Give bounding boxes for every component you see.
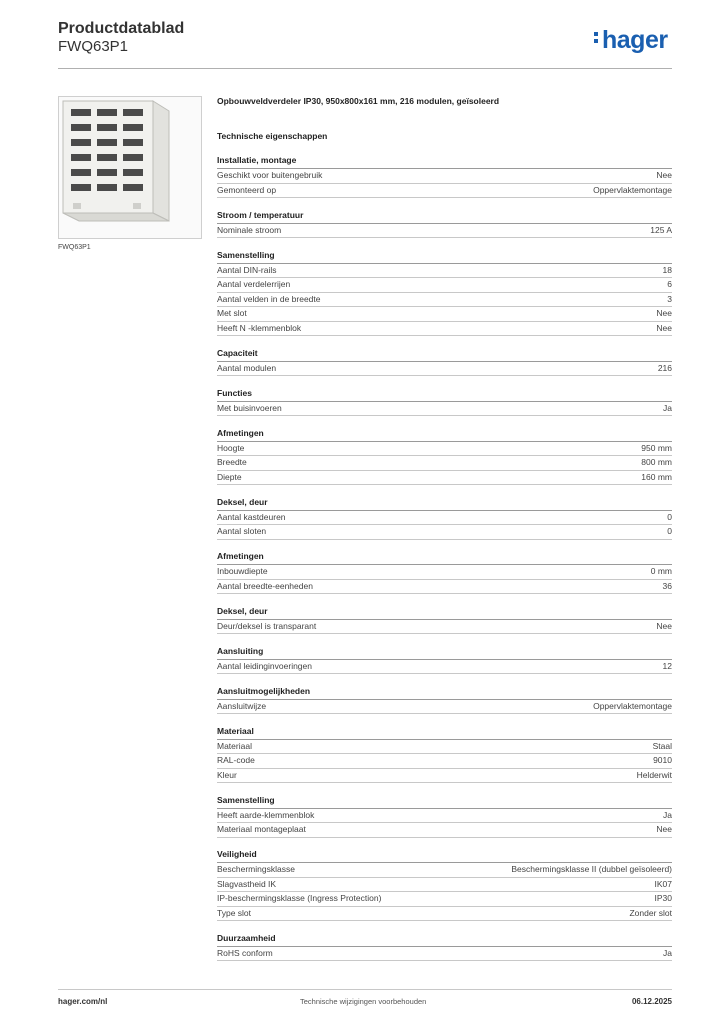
spec-value: Oppervlaktemontage [593,184,672,195]
spec-value: Nee [656,620,672,631]
spec-group-title: Aansluitmogelijkheden [217,686,672,700]
spec-label: Aansluitwijze [217,700,267,711]
spec-label: Type slot [217,907,252,918]
spec-row [217,511,672,526]
spec-group [217,606,672,635]
spec-value: 950 mm [641,442,672,453]
image-caption: FWQ63P1 [58,244,91,251]
spec-row [217,907,672,922]
spec-label: Diepte [217,471,242,482]
spec-row [217,456,672,471]
module-slot [123,154,143,161]
spec-value: 0 [667,526,672,536]
spec-value: 125 A [650,224,672,235]
footer-disclaimer: Technische wijzigingen voorbehouden [300,997,427,1006]
module-slot [71,124,91,131]
module-slot [71,184,91,191]
spec-label: Gemonteerd op [217,184,277,195]
spec-value: Beschermingsklasse II (dubbel geïsoleerd) [511,864,672,874]
footer-website: hager.com/nl [58,997,108,1006]
module-slot [97,154,117,161]
module-slot [97,109,117,116]
spec-row [217,754,672,769]
spec-group-title: Afmetingen [217,428,672,442]
spec-label: Met buisinvoeren [217,402,282,413]
spec-group [217,210,672,239]
spec-value: 18 [662,264,672,275]
spec-group [217,849,672,921]
spec-value: 36 [662,580,672,591]
spec-label: Aantal sloten [217,526,267,536]
spec-group-title: Functies [217,388,672,402]
spec-value: Nee [656,308,672,318]
spec-row [217,580,672,595]
spec-value: 800 mm [641,457,672,467]
spec-group-title: Aansluiting [217,646,672,660]
spec-row [217,660,672,675]
module-slot [97,169,117,176]
module-slot [97,139,117,146]
spec-value: 6 [667,279,672,289]
spec-row [217,565,672,580]
module-slot [71,154,91,161]
hager-logo [594,28,668,53]
spec-label: Aantal DIN-rails [217,264,277,275]
spec-value: Oppervlaktemontage [593,700,672,711]
spec-label: RoHS conform [217,947,273,958]
spec-label: Aantal leidinginvoeringen [217,660,312,671]
spec-label: Aantal kastdeuren [217,511,286,522]
spec-row [217,471,672,486]
spec-group [217,646,672,675]
spec-value: IK07 [654,878,672,889]
spec-row [217,620,672,635]
footer-divider [58,989,672,990]
module-slot [71,139,91,146]
spec-label: Deur/deksel is transparant [217,620,317,631]
spec-group-title: Capaciteit [217,348,672,362]
module-slot [123,169,143,176]
spec-row [217,362,672,377]
spec-row [217,224,672,239]
spec-label: Aantal verdelerrijen [217,279,291,289]
spec-row [217,184,672,199]
spec-group-title: Installatie, montage [217,155,672,169]
spec-row [217,322,672,337]
spec-group-title: Stroom / temperatuur [217,210,672,224]
spec-group [217,155,672,198]
spec-group-title: Veiligheid [217,849,672,863]
footer-date: 06.12.2025 [631,997,672,1006]
spec-label: Heeft aarde-klemmenblok [217,809,315,820]
spec-value: 216 [657,362,672,373]
spec-row [217,878,672,893]
spec-label: Breedte [217,457,247,467]
spec-label: Nominale stroom [217,224,282,235]
spec-label: Slagvastheid IK [217,878,277,889]
spec-row [217,525,672,540]
spec-value: 9010 [653,755,672,765]
spec-row [217,809,672,824]
distribution-board-icon [59,97,201,238]
spec-group [217,388,672,417]
spec-value: IP30 [654,893,672,903]
spec-label: Geschikt voor buitengebruik [217,170,323,180]
spec-group [217,726,672,784]
spec-value: Nee [656,170,672,180]
spec-row [217,169,672,184]
spec-value: 12 [662,660,672,671]
spec-label: Inbouwdiepte [217,566,268,576]
module-slot [97,184,117,191]
logo-dots-icon [594,29,600,46]
module-slot [97,124,117,131]
module-slot [71,109,91,116]
spec-row [217,769,672,784]
spec-value: Nee [656,824,672,834]
spec-group-title: Materiaal [217,726,672,740]
spec-group [217,933,672,962]
spec-row [217,892,672,907]
spec-row [217,264,672,279]
spec-value: 0 [667,511,672,522]
module-slot [123,184,143,191]
spec-group [217,795,672,838]
spec-label: Heeft N -klemmenblok [217,322,302,333]
spec-group-title: Afmetingen [217,551,672,565]
spec-value: Staal [652,740,672,751]
spec-group [217,348,672,377]
product-image [58,96,202,239]
spec-row [217,947,672,962]
spec-value: 3 [667,293,672,304]
spec-value: Ja [663,809,672,820]
spec-row [217,863,672,878]
spec-label: Aantal modulen [217,362,277,373]
spec-label: RAL-code [217,755,255,765]
logo-text: hager [602,26,668,54]
product-description: Opbouwveldverdeler IP30, 950x800x161 mm, 216 modulen, geïsoleerd [217,96,500,106]
spec-group [217,250,672,337]
spec-group-title: Samenstelling [217,250,672,264]
spec-label: IP-beschermingsklasse (Ingress Protection) [217,893,382,903]
spec-row [217,278,672,293]
module-slot [123,109,143,116]
spec-group [217,497,672,540]
product-code: FWQ63P1 [58,38,129,55]
spec-label: Materiaal [217,740,252,751]
header-divider [58,68,672,69]
spec-label: Beschermingsklasse [217,864,295,874]
page-title: Productdatablad [58,20,185,37]
spec-label: Aantal velden in de breedte [217,293,321,304]
spec-row [217,402,672,417]
section-title: Technische eigenschappen [217,131,328,141]
spec-group-title: Deksel, deur [217,497,672,511]
spec-group-title: Duurzaamheid [217,933,672,947]
spec-row [217,293,672,308]
spec-group [217,686,672,715]
spec-row [217,700,672,715]
module-slot [71,169,91,176]
spec-value: Ja [663,402,672,413]
spec-label: Kleur [217,769,237,780]
spec-value: Zonder slot [629,907,672,918]
spec-value: Nee [656,322,672,333]
spec-label: Aantal breedte-eenheden [217,580,313,591]
spec-row [217,307,672,322]
spec-group [217,551,672,594]
spec-row [217,740,672,755]
spec-group-title: Deksel, deur [217,606,672,620]
module-slot [123,139,143,146]
spec-label: Met slot [217,308,247,318]
spec-value: Ja [663,947,672,958]
spec-value: 0 mm [650,566,672,576]
module-slot [123,124,143,131]
spec-value: 160 mm [641,471,672,482]
spec-row [217,442,672,457]
spec-label: Hoogte [217,442,245,453]
spec-row [217,823,672,838]
spec-table [217,155,672,973]
spec-value: Helderwit [636,769,672,780]
spec-label: Materiaal montageplaat [217,824,306,834]
spec-group-title: Samenstelling [217,795,672,809]
spec-group [217,428,672,486]
